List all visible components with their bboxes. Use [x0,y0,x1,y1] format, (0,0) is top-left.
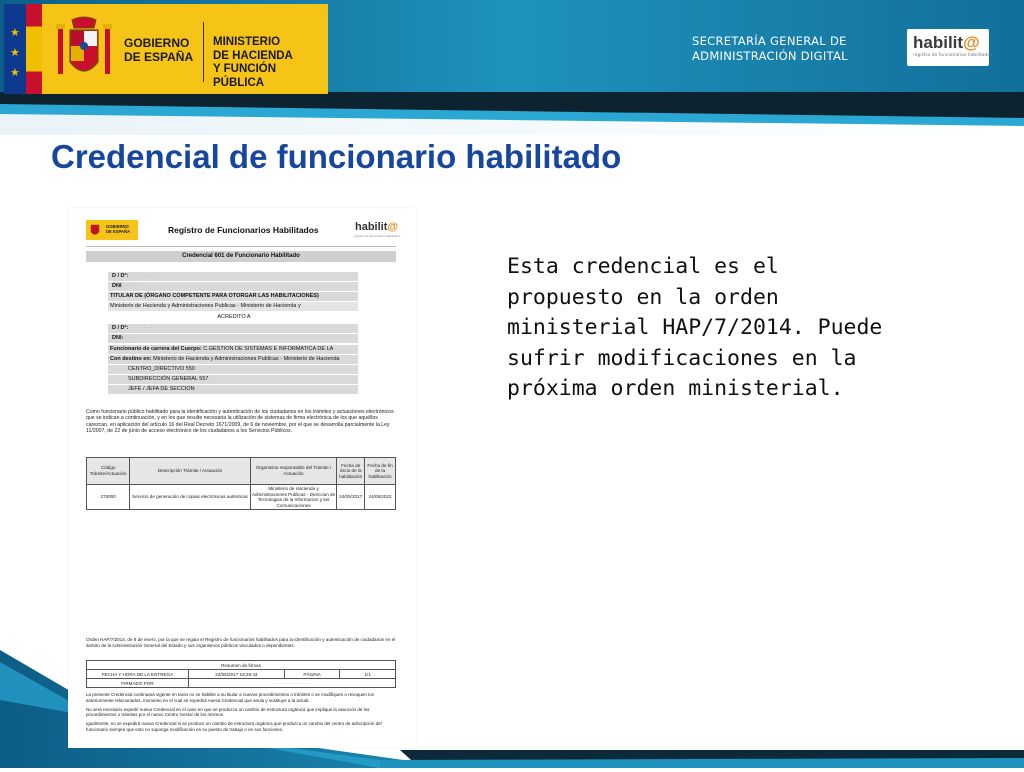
ministry-line-2: DE HACIENDA [213,49,293,62]
doc-gov-line-2: DE ESPAÑA [106,229,131,234]
doc-field-name-1: D / Dª: · · · · · · · · [108,272,358,281]
spain-flag-icon [26,4,42,94]
doc-paragraph-1: Como funcionario público habilitado para la identificación y autenticación de los ciudadanos en los trámites y actuaciones electrónicos que se indican a continuación, y en los que resulte necesaria la utilización de sistemas de firma electrónica de los que aquéllos carezcan, en aplicación del artículo 16 del Real Decreto 1671/2009, de 6 de noviembre, por el que se desarrolla parcialmente la Ley 11/2007, de 22 de junio de acceso electrónico de los ciudadanos a los Servicios Públicos. [86,409,394,434]
habilita-logo [907,29,993,66]
table-header-cell: Descripción Trámite / Actuación [130,458,251,485]
gov-line-1: GOBIERNO [124,36,190,50]
table-row [87,670,396,679]
doc-field-value: C.GESTION DE SISTEMAS E INFORMATICA DE LA [203,346,334,352]
table-header-cell: Fecha de fin de la habilitación [365,458,396,485]
logo-divider [203,22,204,82]
doc-field-centro: CENTRO_DIRECTIVO 550 [108,365,358,374]
government-logo [4,4,328,94]
table-cell: Ministerio de Hacienda y Administraciones Publicas - Direccion de Tecnologias de la Informacion y las Comunicaciones [250,485,337,510]
doc-paragraph-5: Igualmente, no se expedirá nueva Credencial si se produce un cambio de estructura orgánica que produzca un cambio del centro de adscripción del funcionario siempre que esto no suponga modificación en su puesto de trabajo o en sus funciones. [86,721,382,732]
doc-field-label: Funcionario de carrera del Cuerpo: [110,346,202,352]
doc-credential-title: Credencial 601 de Funcionario Habilitado [86,251,396,262]
doc-signature-table [86,660,396,688]
table-header-cell: Organismo responsable del Trámite / Actuación [250,458,337,485]
ministry-line-3: Y FUNCIÓN PÚBLICA [213,63,277,89]
table-header-row [87,458,396,485]
doc-habilita-prefix: habilit [355,221,388,233]
signature-date-label: FECHA Y HORA DE LA ENTREGA [87,670,189,679]
doc-field-subdireccion: SUBDIRECCIÓN GENERAL 557 [108,375,358,384]
doc-field-label: D / Dª: [112,325,129,331]
table-cell: 24/05/2022 [365,485,396,510]
habilita-wordmark [913,33,980,53]
doc-field-value: Ministerio de Hacienda y Administraciones Publicas - Ministerio de Hacienda [153,356,340,362]
table-cell: Servicio de generación de copias electrónicas auténticas [130,485,251,510]
signature-date-value: 24/05/2017 18:29:43 [188,670,284,679]
doc-coat-of-arms-icon [89,223,101,237]
doc-habilita-tagline: registro de funcionarios habilitados [354,234,401,238]
table-row [87,679,396,688]
slide-title: Credencial de funcionario habilitado [51,138,622,175]
doc-registry-title: Registro de Funcionarios Habilitados [168,225,319,235]
doc-habilita-wordmark [355,221,398,233]
description-text: Esta credencial es el propuesto en la orden ministerial HAP/7/2014. Puede sufrir modificaciones en la próxima orden ministerial. [507,254,883,401]
doc-paragraph-2: Orden HAP/7/2014, de 8 de enero, por la que se regula el Registro de funcionarios habilitados para la identificación y autenticación de ciudadanos en el ámbito de la Administración General del Estado y sus organismos públicos vinculados o dependientes. [86,637,396,648]
ministry-line-1: MINISTERIO [213,36,281,48]
doc-field-name-2: D / Dª: · · · · · · · · [108,324,358,333]
doc-notes [86,692,396,736]
table-row [87,485,396,510]
table-row [87,661,396,670]
doc-field-titular-value: Ministerio de Hacienda y Administraciones Publicas - Ministerio de Hacienda y [108,302,358,311]
gov-line-2: DE ESPAÑA [124,50,194,64]
signature-summary: Resumen de firmas [87,661,396,670]
coat-of-arms-icon [52,14,116,86]
doc-habilita-at-icon: @ [387,221,399,233]
habilita-prefix: habilit [913,33,964,52]
doc-gov-logo [86,220,138,240]
doc-field-jefe: JEFE / JEFA DE SECCION [108,385,358,394]
doc-gov-text [106,224,130,234]
habilita-at-icon: @ [963,33,980,52]
doc-field-label: DNI: [112,335,124,341]
doc-paragraph-4: No será necesario expedir nueva Credencial en el caso en que se produzca un cambio de estructura orgánica que implique la asunción de los procedimientos o trámites por el nuevo Centro Gestor de los mismos. [86,706,370,718]
doc-divider [86,246,396,247]
eu-flag-icon: ★ ★ ★ [4,4,26,94]
table-cell: 270000 [87,485,130,510]
table-header-cell: Fecha de inicio de la habilitación [337,458,365,485]
doc-field-dni-1: DNI · · · · · [108,282,358,291]
signature-signed-by: FIRMADO POR [87,679,189,688]
ministry-name [213,36,328,90]
doc-field-carrera [108,345,358,354]
table-cell: 24/05/2017 [337,485,365,510]
signature-page-value: 1/1 [340,670,396,679]
secretaria-line-2: ADMINISTRACIÓN DIGITAL [692,49,848,63]
doc-paragraph-3: La presente Credencial continuará vigente en tanto no se habilite a su titular a nuevos procedimientos o trámites o se modifiquen o revoquen los anteriormente relacionados, momento en el cual se expedirá nueva Credencial que anula y sustituye a la actual. [86,692,374,703]
secretaria-label [692,34,848,64]
credential-document [68,208,416,748]
doc-field-destino [108,355,358,364]
doc-field-label: DNI [112,283,122,289]
signature-page-label: PÁGINA [284,670,340,679]
secretaria-line-1: SECRETARÍA GENERAL DE [692,34,847,48]
doc-field-label: Con destino en: [110,356,152,362]
doc-field-titular-label [108,292,358,301]
doc-procedures-table [86,457,396,510]
doc-acredito: ACREDITO A [217,314,251,320]
doc-gov-line-1: GOBIERNO [106,224,129,229]
doc-field-label: TITULAR DE (ÓRGANO COMPETENTE PARA OTORGAR LAS HABILITACIONES) [110,293,319,299]
gov-name [124,36,193,64]
table-header-cell: Código Trámite/Actuación [87,458,130,485]
doc-field-dni-2: DNI: · · · · · [108,334,358,343]
doc-field-label: D / Dª: [112,273,129,279]
habilita-tagline: registro de funcionarios habilitados [913,53,993,58]
signature-signed-value: · · · · · · · · · · · · · · [188,679,395,688]
